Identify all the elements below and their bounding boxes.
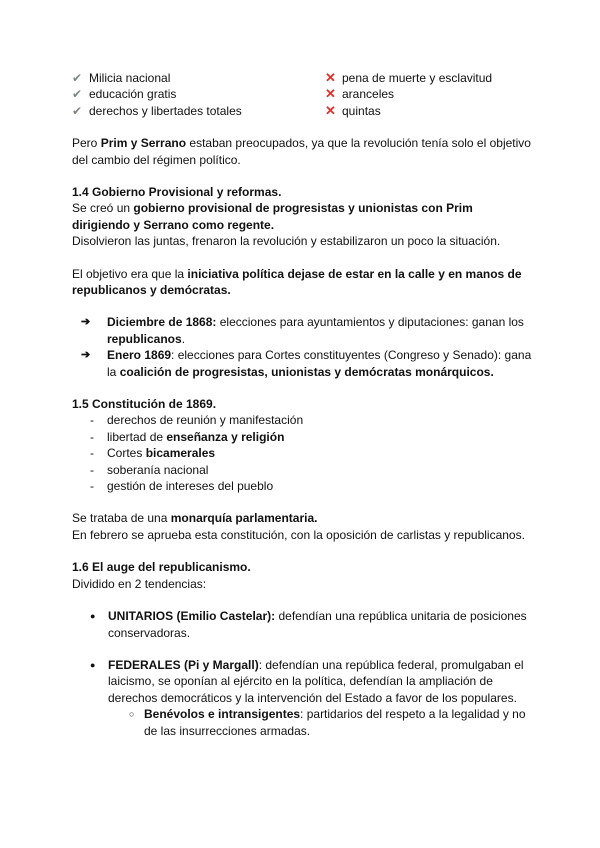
paragraph-tendencias: Dividido en 2 tendencias: bbox=[72, 576, 207, 591]
section-heading-1-6: 1.6 El auge del republicanismo. bbox=[72, 560, 251, 575]
constitution-list bbox=[90, 412, 532, 494]
cons-column bbox=[325, 70, 532, 119]
document-page bbox=[72, 70, 532, 739]
arrow-icon: ➔ bbox=[81, 316, 91, 329]
list-item-benevolos: ○ Benévolos e intransigentes: partidarios del respeto a la legalidad y no de las insurrecciones armadas. bbox=[129, 707, 526, 738]
con-item: ✕ aranceles bbox=[325, 86, 395, 102]
con-item: ✕ pena de muerte y esclavitud bbox=[325, 70, 493, 85]
section-heading-1-5: 1.5 Constitución de 1869. bbox=[72, 397, 217, 412]
pro-item: ✔ Milicia nacional bbox=[72, 71, 171, 85]
check-icon: ✔ bbox=[72, 87, 83, 102]
cross-icon: ✕ bbox=[325, 86, 336, 102]
paragraph-febrero: En febrero se aprueba esta constitución, con la oposición de carlistas y republicanos. bbox=[72, 527, 525, 542]
list-item: - Cortes bicamerales bbox=[90, 446, 216, 461]
pros-column bbox=[72, 70, 325, 119]
check-icon: ✔ bbox=[72, 71, 83, 85]
paragraph-prim-serrano: Pero Prim y Serrano estaban preocupados, ya que la revolución tenía solo el objetivo del cambio del régimen político. bbox=[72, 136, 531, 167]
bullet-icon: ● bbox=[90, 611, 96, 622]
bullet-icon: ● bbox=[90, 659, 96, 670]
list-item-unitarios: ● UNITARIOS (Emilio Castelar): defendían una república unitaria de posiciones conservadoras. bbox=[90, 609, 527, 640]
arrow-icon: ➔ bbox=[81, 349, 91, 362]
con-item: ✕ quintas bbox=[325, 102, 381, 118]
paragraph-objetivo: El objetivo era que la iniciativa política dejase de estar en la calle y en manos de republicanos y demócratas. bbox=[72, 266, 522, 298]
check-icon: ✔ bbox=[72, 103, 83, 118]
list-item: ➔ Enero 1869: elecciones para Cortes constituyentes (Congreso y Senado): gana la coalición de progresistas, unionistas y demócratas monárquicos. bbox=[81, 348, 532, 379]
list-item: - gestión de intereses del pueblo bbox=[90, 479, 274, 494]
list-item: ➔ Diciembre de 1868: elecciones para ayuntamientos y diputaciones: ganan los republicanos. bbox=[81, 315, 524, 346]
hollow-bullet-icon: ○ bbox=[129, 709, 135, 720]
cross-icon: ✕ bbox=[325, 102, 336, 118]
section-heading-1-4: 1.4 Gobierno Provisional y reformas. bbox=[72, 184, 282, 199]
pro-item: ✔ derechos y libertades totales bbox=[72, 103, 242, 118]
pros-cons-list bbox=[72, 70, 532, 119]
paragraph-juntas: Disolvieron las juntas, frenaron la revolución y estabilizaron un poco la situación. bbox=[72, 234, 501, 249]
list-item: - derechos de reunión y manifestación bbox=[90, 413, 304, 428]
list-item-federales: ● FEDERALES (Pi y Margall): defendían una república federal, promulgaban el laicismo, se oponían al ejército en la política, defendían la ampliación de derechos democráticos y la intervención del Estado a favor de los populares. bbox=[90, 657, 524, 705]
elections-list bbox=[81, 314, 532, 380]
paragraph-gobierno: Se creó un gobierno provisional de progresistas y unionistas con Prim dirigiendo y Serrano como regente. bbox=[72, 201, 473, 232]
paragraph-monarquia: Se trataba de una monarquía parlamentaria. bbox=[72, 511, 318, 526]
list-item: - libertad de enseñanza y religión bbox=[90, 429, 285, 444]
cross-icon: ✕ bbox=[325, 70, 336, 85]
list-item: - soberanía nacional bbox=[90, 462, 209, 477]
pro-item: ✔ educación gratis bbox=[72, 87, 177, 102]
